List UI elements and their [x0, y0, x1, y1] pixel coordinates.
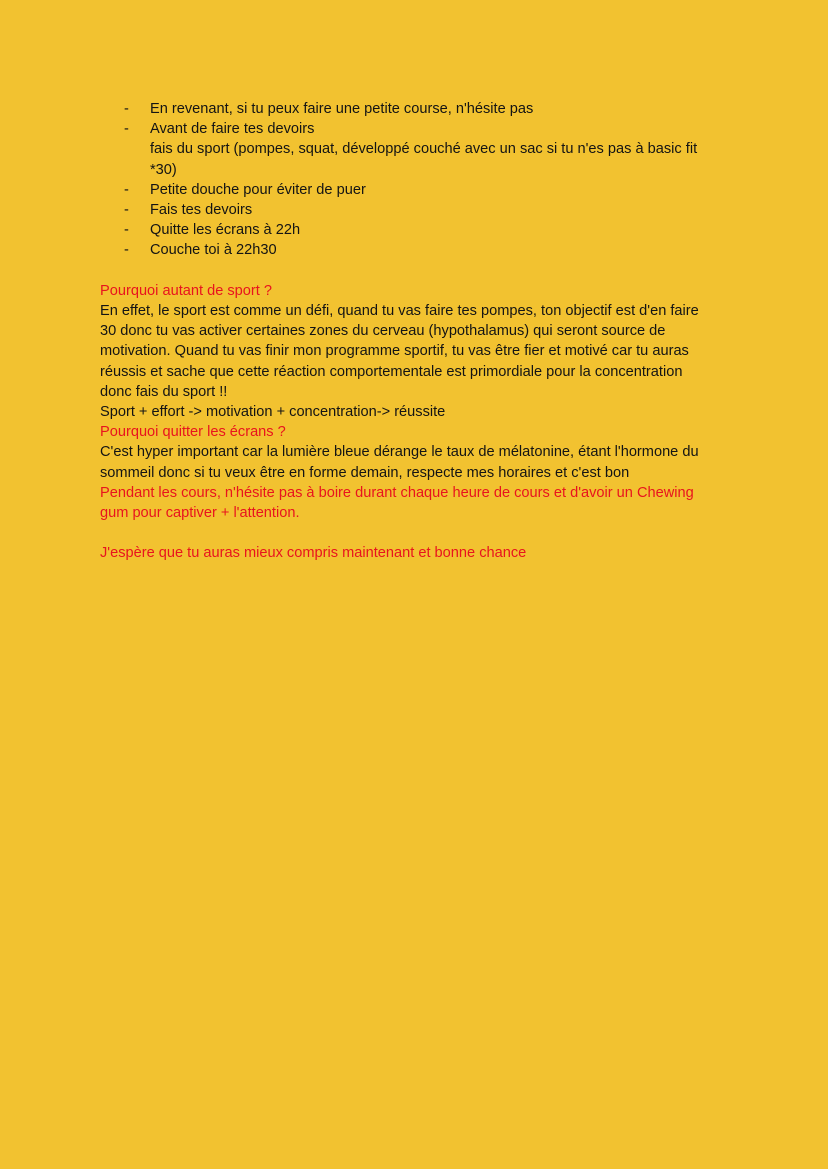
paragraph-line: En effet, le sport est comme un défi, quand tu vas faire tes pompes, ton objectif est d'en faire: [100, 303, 699, 320]
paragraph-line: Pendant les cours, n'hésite pas à boire durant chaque heure de cours et d'avoir un Chewing: [100, 484, 694, 501]
paragraph-line: motivation. Quand tu vas finir mon programme sportif, tu vas être fier et motivé car tu auras: [100, 343, 689, 360]
bullet-dash: -: [124, 121, 129, 138]
list-item-text: Avant de faire tes devoirs: [150, 121, 315, 138]
list-item-text: *30): [150, 161, 177, 178]
class-advice-paragraph: [100, 483, 740, 523]
bullet-dash: -: [124, 101, 129, 117]
bullet-dash: -: [124, 222, 129, 239]
schedule-list: [100, 99, 740, 261]
list-item-text: Fais tes devoirs: [150, 202, 253, 219]
formula-line: Sport + effort -> motivation + concentration-> réussite: [100, 404, 446, 421]
blank-line: [100, 261, 740, 281]
paragraph-line: donc fais du sport !!: [100, 383, 228, 400]
list-item: [100, 220, 740, 240]
list-item: [100, 200, 740, 220]
list-item-text: Couche toi à 22h30: [150, 242, 277, 259]
sport-heading: Pourquoi autant de sport ?: [100, 282, 273, 299]
paragraph-line: C'est hyper important car la lumière bleue dérange le taux de mélatonine, étant l'hormone du: [100, 444, 699, 461]
list-item-text: En revenant, si tu peux faire une petite course, n'hésite pas: [150, 101, 534, 117]
paragraph-line: réussis et sache que cette réaction comportementale est primordiale pour la concentration: [100, 363, 683, 380]
bullet-dash: -: [124, 242, 129, 259]
paragraph-line: 30 donc tu vas activer certaines zones du cerveau (hypothalamus) qui seront source de: [100, 323, 666, 340]
bullet-dash: -: [124, 202, 129, 219]
list-item-text: fais du sport (pompes, squat, développé couché avec un sac si tu n'es pas à basic fit: [150, 141, 698, 158]
bullet-dash: -: [124, 181, 129, 198]
sport-paragraph: [100, 301, 740, 402]
list-item: [100, 180, 740, 200]
paragraph-line: sommeil donc si tu veux être en forme demain, respecte mes horaires et c'est bon: [100, 464, 630, 481]
list-item-text: Petite douche pour éviter de puer: [150, 181, 366, 198]
screens-heading: Pourquoi quitter les écrans ?: [100, 424, 286, 441]
list-item: [100, 119, 740, 180]
blank-line: [100, 523, 740, 543]
list-item: [100, 240, 740, 260]
list-item-text: Quitte les écrans à 22h: [150, 222, 301, 239]
closing-line: J'espère que tu auras mieux compris maintenant et bonne chance: [100, 545, 527, 562]
screens-paragraph: [100, 442, 740, 482]
list-item: [100, 99, 740, 119]
paragraph-line: gum pour captiver + l'attention.: [100, 505, 300, 522]
document-body: [100, 99, 740, 564]
